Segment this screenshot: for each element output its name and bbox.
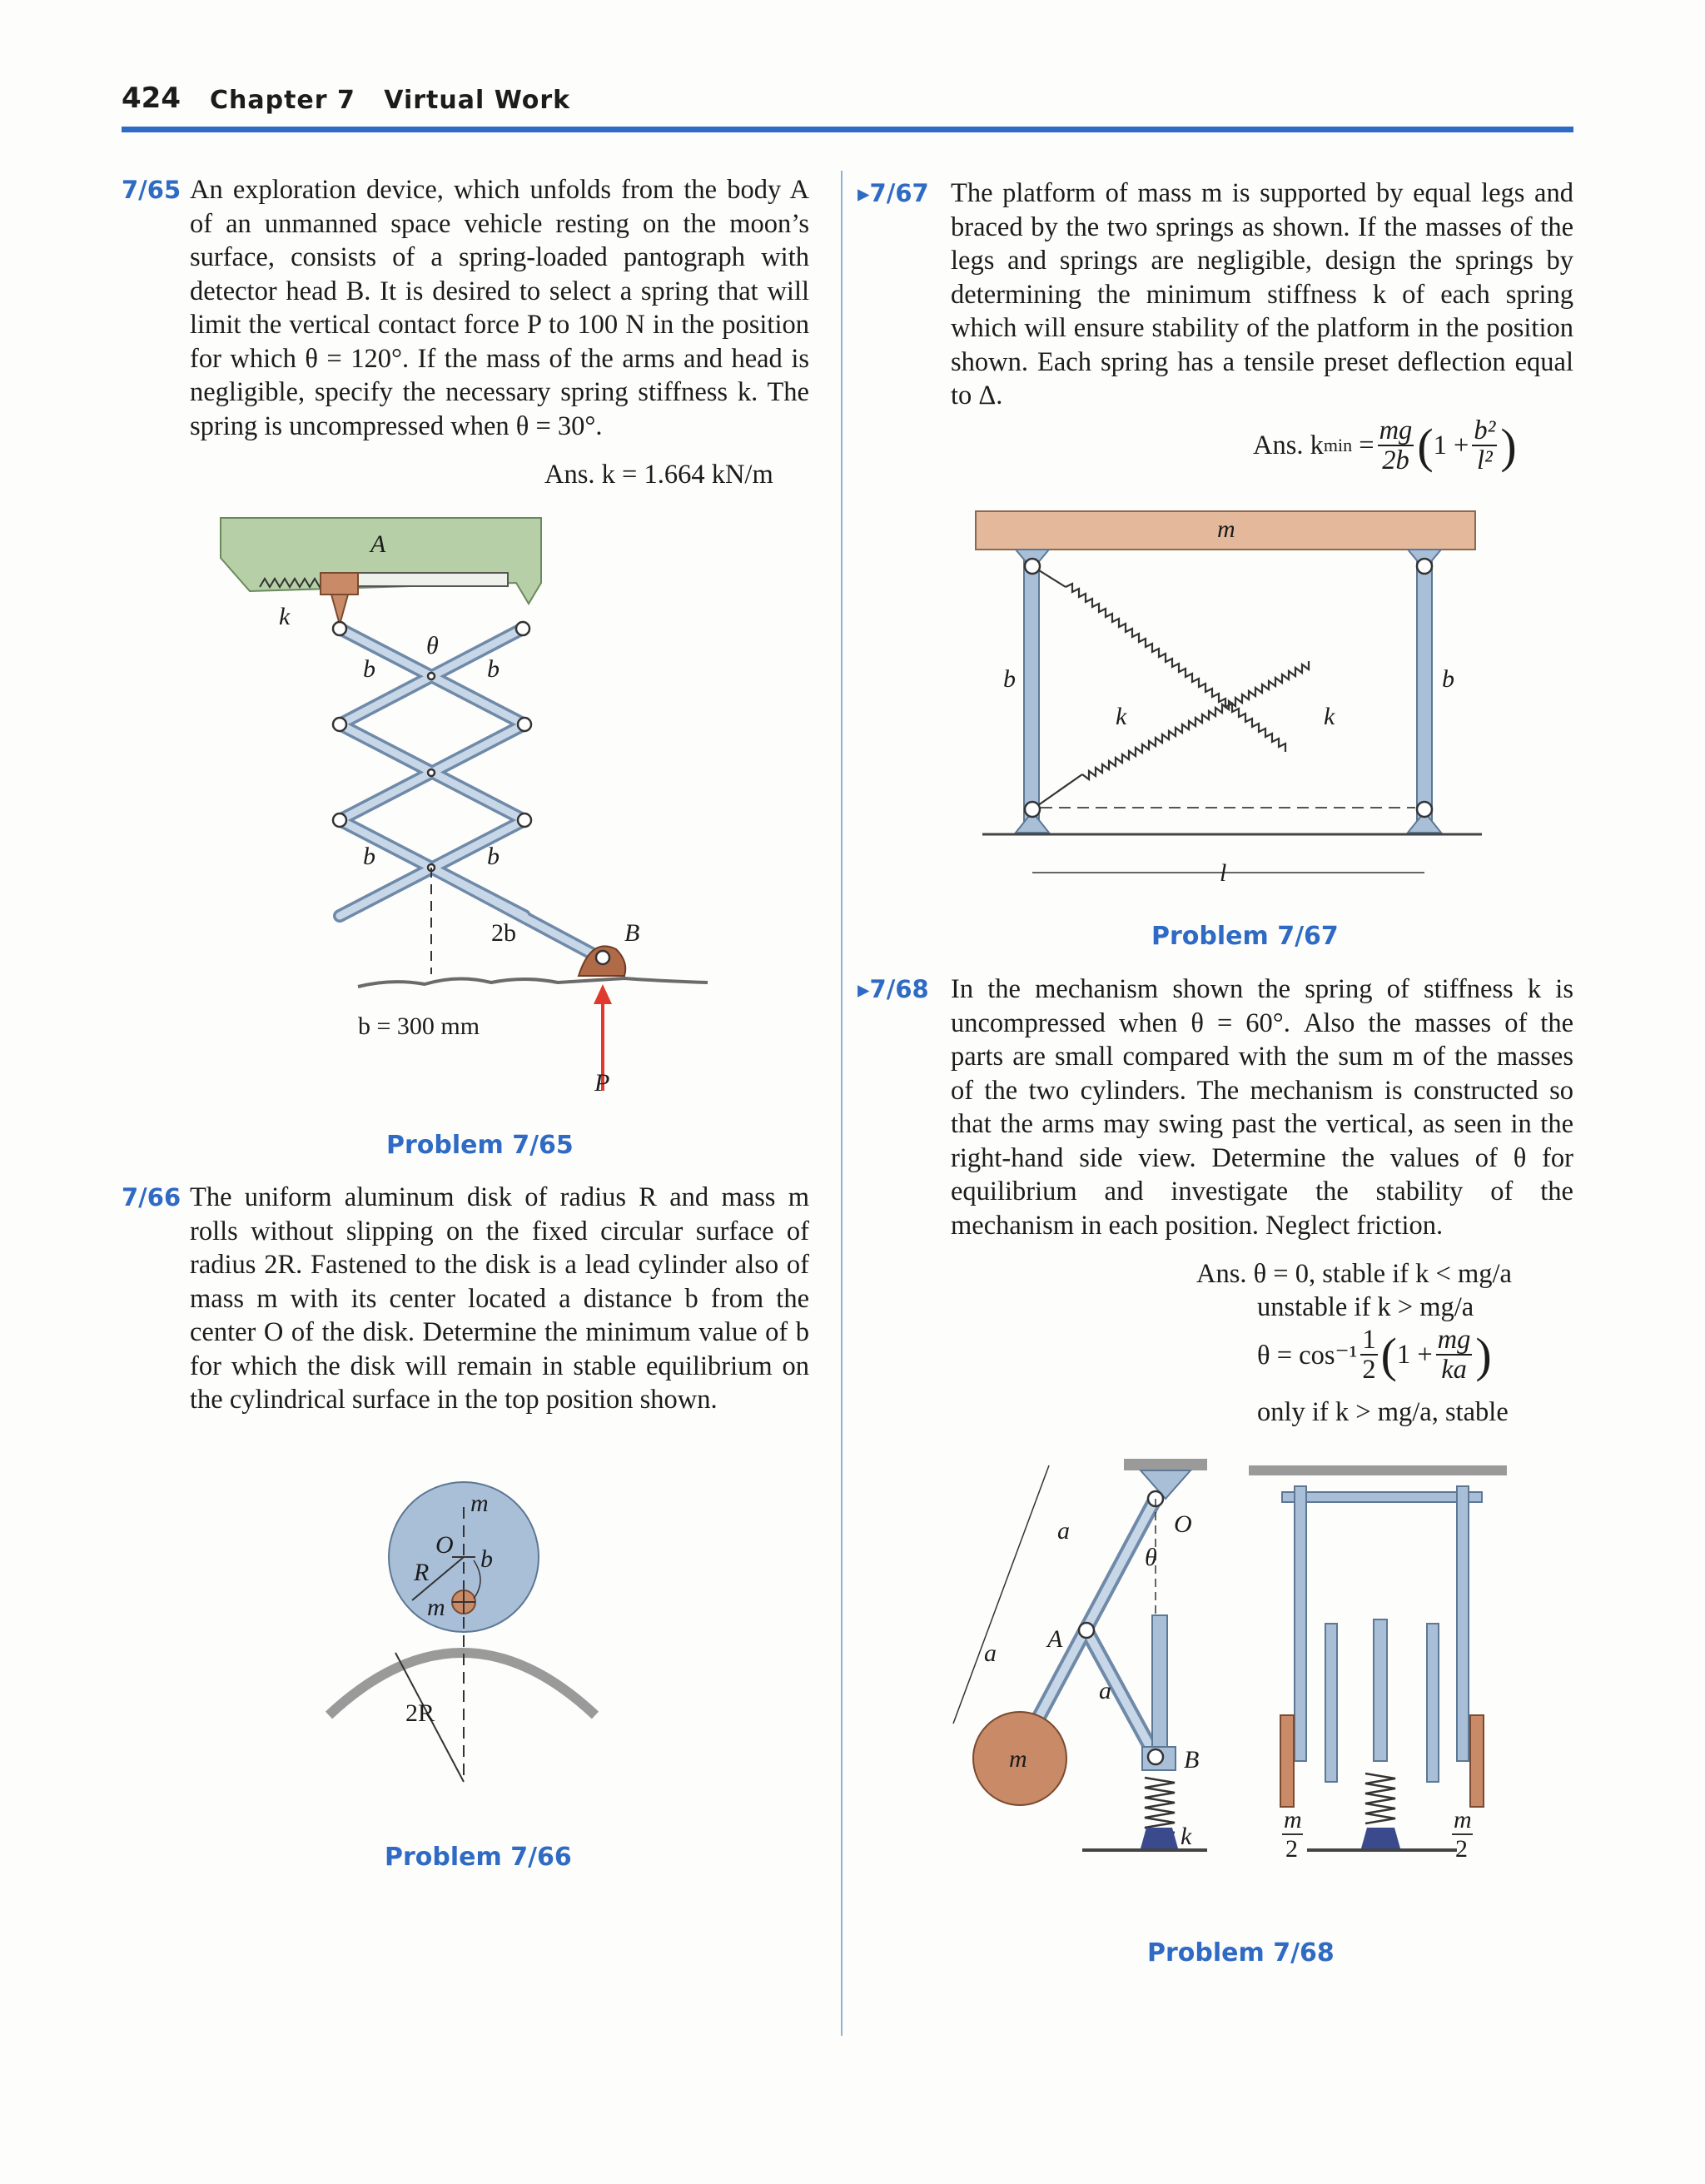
problem-7-68 [857,973,1573,1242]
right-leg [1417,558,1432,824]
label-b: b [1442,665,1454,693]
fraction-mg-2b [1378,416,1414,475]
front-ceiling [1249,1465,1507,1475]
answer-7-68-line3 [1257,1326,1492,1384]
problem-number: 7/66 [122,1183,181,1211]
label-a: a [1057,1517,1070,1545]
springs [1032,566,1309,809]
answer-equals: = [1359,430,1374,460]
label-m-half: m [1284,1806,1302,1833]
answer-7-67 [1253,416,1517,475]
problem-7-67 [857,177,1573,413]
label-a: a [1099,1677,1111,1704]
column-divider [841,171,843,2036]
chapter-title [210,86,570,115]
ceiling-support [1124,1459,1207,1470]
chapter-name: Virtual Work [384,86,571,115]
label-b-value: b = 300 mm [358,1012,480,1040]
label-k: k [1181,1823,1192,1850]
one-plus: 1 + [1396,1339,1433,1370]
label-theta: θ [426,632,439,659]
label-2R: 2R [405,1699,435,1727]
problem-text: The uniform aluminum disk of radius R and mass m rolls without slipping on the fixed circular surface of radius 2R. Fastened to the disk is a lead cylinder also of mass m with its center located a distance b from the center O of the disk. Determine the minimum value of b for which the disk will remain in stable equilibrium on the cylindrical surface in the top position shown. [190,1182,809,1415]
label-O: O [435,1531,454,1559]
label-a: a [984,1639,997,1667]
label-b: b [363,843,375,870]
fraction-mg-ka [1436,1326,1473,1384]
label-k: k [1324,703,1335,730]
answer-7-68-line2: unstable if k > mg/a [1257,1292,1474,1322]
fraction-numerator: mg [1379,415,1413,445]
problem-number: ▸7/67 [857,179,929,207]
answer-prefix: Ans. k [1253,430,1324,460]
label-m: m [427,1594,445,1621]
fraction-half [1360,1326,1377,1384]
label-O: O [1174,1510,1192,1538]
fraction-numerator: 1 [1362,1325,1376,1355]
front-right-arm [1457,1486,1469,1761]
label-m: m [470,1490,489,1517]
answer-subscript: min [1323,435,1353,456]
left-paren: ( [1417,418,1434,473]
fixed-circular-surface [329,1653,595,1715]
cylinder-left [1280,1715,1294,1807]
left-paren: ( [1380,1327,1397,1382]
label-A: A [1047,1625,1063,1653]
front-left-arm [1295,1486,1306,1761]
caption-7-68: Problem 7/68 [1147,1938,1335,1968]
figure-7-65 [208,508,724,1107]
answer-7-68-line4: only if k > mg/a, stable [1257,1397,1509,1427]
header-rule [122,127,1573,132]
fraction-numerator: b² [1474,415,1496,445]
label-b: b [363,655,375,683]
left-leg [1024,558,1039,824]
dimension-a [953,1465,1049,1724]
answer-7-65: Ans. k = 1.664 kN/m [544,460,773,490]
front-guide-rod [1374,1619,1387,1761]
label-B: B [624,919,640,947]
spring-k [1145,1778,1175,1833]
arccos-prefix: θ = cos⁻¹ [1257,1340,1358,1371]
label-theta: θ [1145,1544,1157,1571]
figure-7-66 [321,1474,604,1832]
crossbar [1282,1492,1482,1502]
label-P: P [594,1069,610,1097]
problem-7-65 [122,173,809,443]
chapter-label: Chapter 7 [210,86,355,115]
spring-base [1141,1828,1178,1848]
label-m: m [1217,515,1235,543]
cylinder-right [1470,1715,1484,1807]
figure-7-68 [941,1449,1524,1915]
label-2: 2 [1285,1835,1298,1863]
label-b: b [1003,665,1016,693]
label-B: B [1184,1746,1200,1774]
right-paren: ) [1475,1327,1492,1382]
fraction-b2-l2 [1472,416,1497,475]
pin-joints [1079,1491,1163,1764]
label-k: k [279,603,291,630]
problem-text: In the mechanism shown the spring of stiffness k is uncompressed when θ = 60°. Also the masses of the parts are small compared with the sum m of the masses of the two cylinders. The mechanism is constructed so that the arms may swing past the vertical, as seen in the right-hand side view. Determine the values of θ for equilibrium and investigate the stability of the mechanism in each position. Neglect friction. [951,974,1573,1241]
label-2b: 2b [491,919,516,947]
page-number: 424 [122,82,181,115]
right-paren: ) [1500,418,1517,473]
label-m: m [1009,1745,1027,1773]
label-R: R [414,1559,430,1586]
label-b: b [480,1545,493,1573]
fraction-denominator: ka [1441,1355,1467,1386]
front-spring [1365,1774,1395,1823]
fraction-denominator: l² [1476,445,1493,476]
one-plus: 1 + [1433,430,1469,460]
problem-number: ▸7/68 [857,975,929,1003]
problem-number: 7/65 [122,176,181,204]
answer-7-68-line1: Ans. θ = 0, stable if k < mg/a [1196,1259,1512,1289]
slider-bracket [331,595,348,624]
problem-7-66 [122,1181,809,1417]
problem-text: The platform of mass m is supported by equal legs and braced by the two springs as shown. If the masses of the legs and springs are negligible, design the springs by determining the minimum stiffness k of each spring which will ensure stability of the platform in the position shown. Each spring has a tensile preset deflection equal to Δ. [951,178,1573,410]
label-m-half: m [1454,1806,1472,1833]
caption-7-65: Problem 7/65 [386,1131,574,1160]
caption-7-66: Problem 7/66 [385,1843,572,1872]
label-b: b [487,843,500,870]
fraction-denominator: 2b [1382,445,1409,476]
fraction-denominator: 2 [1362,1355,1376,1386]
caption-7-67: Problem 7/67 [1151,922,1339,951]
fraction-numerator: mg [1437,1325,1471,1355]
figure-7-67 [966,500,1499,891]
label-b: b [487,655,500,683]
spring-slider [321,573,358,595]
label-k: k [1116,703,1127,730]
ground [358,978,708,987]
slide-rod [333,573,508,586]
label-l: l [1220,859,1227,887]
label-A: A [370,530,386,558]
label-2: 2 [1455,1835,1468,1863]
problem-text: An exploration device, which unfolds from the body A of an unmanned space vehicle resting on the moon’s surface, consists of a spring-loaded pantograph with detector head B. It is desired to select a spring that will limit the vertical contact force P to 100 N in the position for which θ = 120°. If the mass of the arms and head is negligible, specify the necessary spring stiffness k. The spring is uncompressed when θ = 30°. [190,175,809,441]
